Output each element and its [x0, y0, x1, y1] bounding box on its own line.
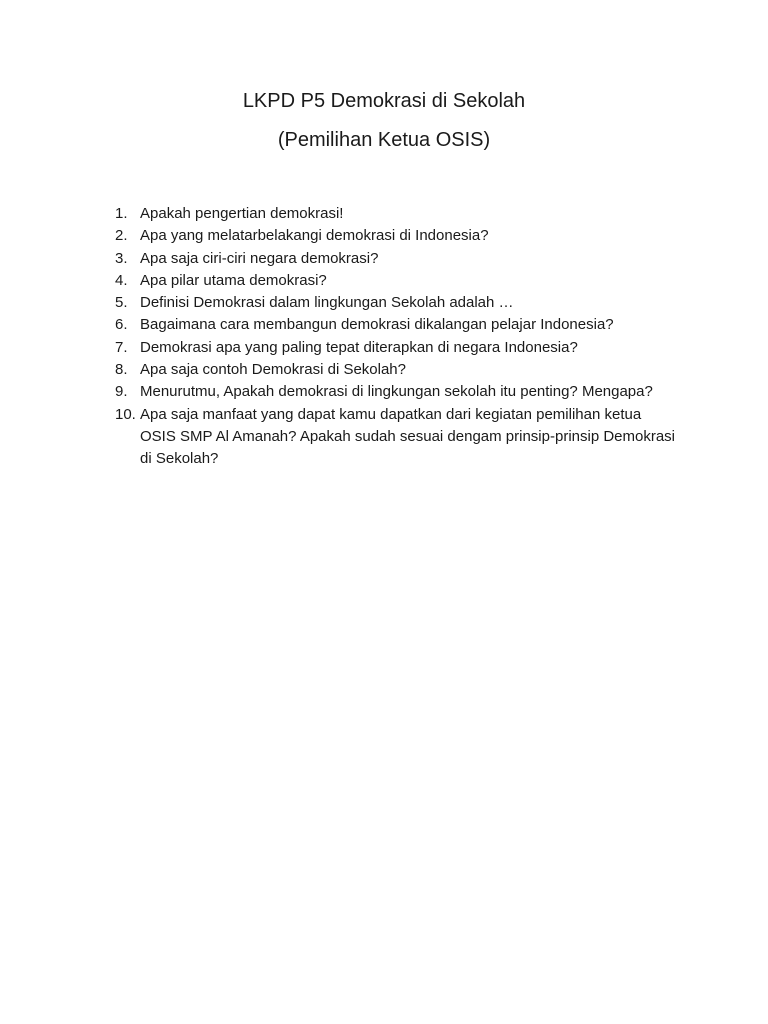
- question-number: 6.: [115, 316, 128, 334]
- question-text: Apa saja ciri-ciri negara demokrasi?: [140, 249, 379, 267]
- question-number: 8.: [115, 361, 128, 379]
- list-item: [115, 225, 675, 247]
- question-text: Bagaimana cara membangun demokrasi dikalangan pelajar Indonesia?: [140, 316, 614, 334]
- question-text: Apakah pengertian demokrasi!: [140, 205, 344, 222]
- question-text: Apa saja manfaat yang dapat kamu dapatkan dari kegiatan pemilihan ketua OSIS SMP Al Amanah? Apakah sudah sesuai dengam prinsip-prinsip Demokrasi di Sekolah?: [140, 405, 676, 468]
- list-item: [115, 203, 675, 225]
- list-item: [115, 337, 675, 359]
- question-text: Apa saja contoh Demokrasi di Sekolah?: [140, 361, 406, 379]
- question-number: 5.: [115, 294, 128, 312]
- document-title: LKPD P5 Demokrasi di Sekolah: [242, 90, 526, 112]
- question-list: [115, 203, 675, 471]
- question-number: 1.: [115, 205, 128, 222]
- list-item: [115, 404, 675, 471]
- question-number: 7.: [115, 338, 128, 356]
- list-item: [115, 248, 675, 270]
- question-text: Apa yang melatarbelakangi demokrasi di Indonesia?: [140, 227, 489, 245]
- document-subtitle: (Pemilihan Ketua OSIS): [277, 129, 491, 151]
- question-number: 10.: [115, 405, 136, 423]
- list-item: [115, 314, 675, 336]
- question-number: 3.: [115, 249, 128, 267]
- list-item: [115, 359, 675, 381]
- list-item: [115, 292, 675, 314]
- question-number: 9.: [115, 383, 128, 401]
- list-item: [115, 381, 675, 403]
- question-number: 4.: [115, 271, 128, 289]
- question-text: Definisi Demokrasi dalam lingkungan Sekolah adalah …: [140, 294, 514, 312]
- question-text: Demokrasi apa yang paling tepat diterapkan di negara Indonesia?: [140, 338, 578, 356]
- question-number: 2.: [115, 227, 128, 245]
- question-text: Apa pilar utama demokrasi?: [140, 271, 327, 289]
- list-item: [115, 270, 675, 292]
- question-text: Menurutmu, Apakah demokrasi di lingkungan sekolah itu penting? Mengapa?: [140, 383, 653, 401]
